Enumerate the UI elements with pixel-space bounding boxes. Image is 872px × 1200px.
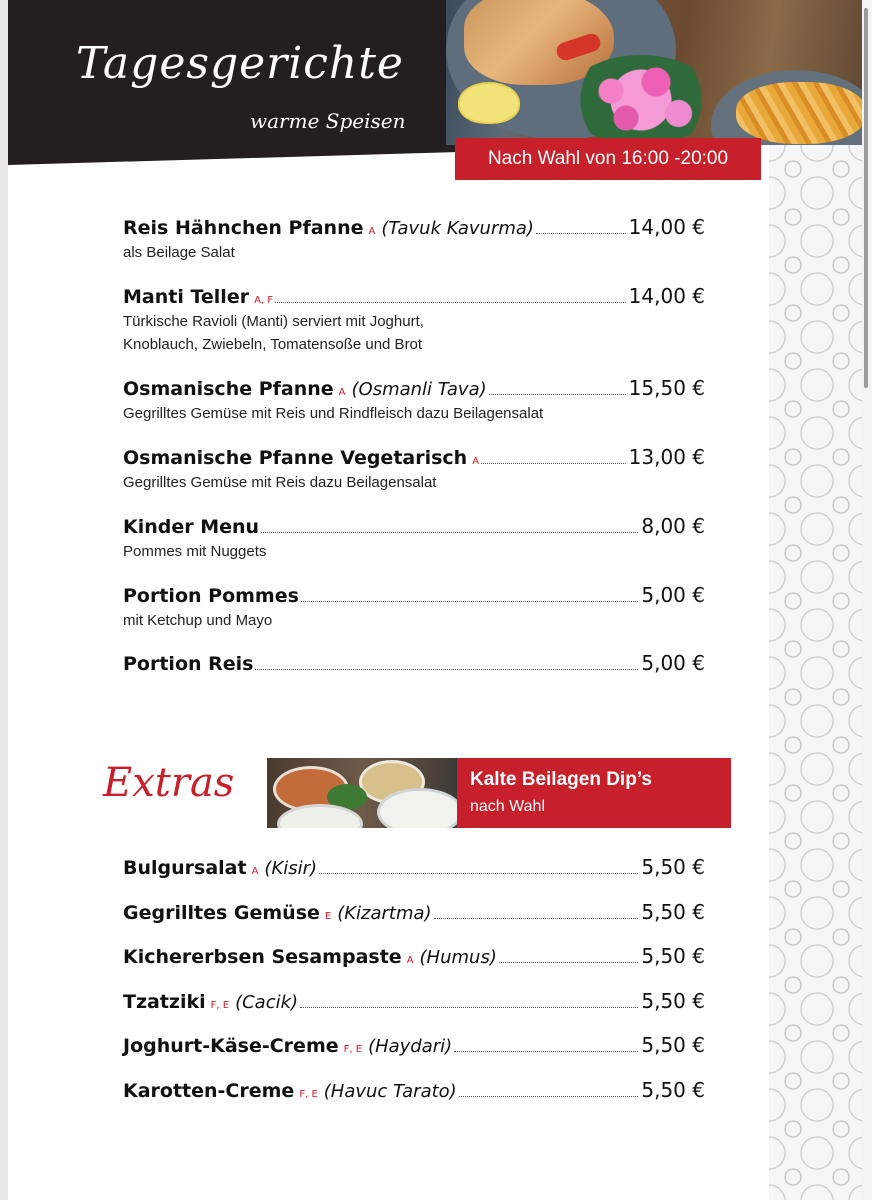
item-description: als Beilage Salat [123,244,235,261]
item-name: Kinder Menu [123,516,260,538]
item-price: 14,00 € [628,215,705,239]
item-price: 5,00 € [641,583,705,607]
item-description: Knoblauch, Zwiebeln, Tomatensoße und Brot [123,336,423,353]
item-price: 5,50 € [641,944,705,968]
item-price: 5,50 € [641,1033,705,1057]
item-alt-name: (Havuc Tarato) [323,1081,457,1102]
item-alt-name: (Humus) [419,947,497,968]
item-price: 5,50 € [641,900,705,924]
item-description: Gegrilltes Gemüse mit Reis und Rindfleisch dazu Beilagensalat [123,405,544,422]
item-name: Osmanische Pfanne [123,378,334,400]
decorative-pattern [769,145,865,1200]
item-description: Pommes mit Nuggets [123,543,267,560]
menu-item [123,445,705,494]
item-name: Osmanische Pfanne Vegetarisch [123,447,468,469]
item-alt-name: (Kizartma) [337,903,432,924]
extras-item [123,989,705,1015]
item-name: Portion Pommes [123,585,299,607]
item-alt-name: (Cacik) [235,992,299,1013]
menu-item [123,215,705,264]
extras-item [123,944,705,970]
item-price: 8,00 € [641,514,705,538]
item-name: Gegrilltes Gemüse [123,902,320,924]
dips-photo [267,758,457,828]
item-allergens: F, E [210,1000,230,1011]
menu-item [123,284,705,356]
item-description: mit Ketchup und Mayo [123,612,273,629]
menu-item [123,514,705,563]
item-name: Karotten-Creme [123,1080,295,1102]
item-allergens: A [338,387,346,398]
menu-item [123,651,705,677]
item-price: 13,00 € [628,445,705,469]
item-price: 5,50 € [641,855,705,879]
item-price: 5,50 € [641,1078,705,1102]
extras-banner-title: Kalte Beilagen Dip’s [470,769,652,790]
item-allergens: A [251,866,259,877]
item-alt-name: (Tavuk Kavurma) [381,218,534,239]
menu-page [8,0,865,1200]
menu-item [123,583,705,632]
item-price: 14,00 € [628,284,705,308]
item-price: 15,50 € [628,376,705,400]
item-alt-name: (Kisir) [264,858,318,879]
item-allergens: F, E [343,1044,363,1055]
extras-item [123,855,705,881]
item-name: Bulgursalat [123,857,247,879]
page-title: Tagesgerichte [76,38,404,89]
extras-item [123,900,705,926]
extras-banner [457,758,731,828]
food-photo [446,0,865,145]
item-allergens: A, F [254,295,274,306]
item-allergens: A [368,226,376,237]
extras-item [123,1033,705,1059]
item-description: Gegrilltes Gemüse mit Reis dazu Beilagensalat [123,474,437,491]
extras-title: Extras [103,760,235,806]
item-allergens: A [406,955,414,966]
item-name: Kichererbsen Sesampaste [123,946,402,968]
item-name: Reis Hähnchen Pfanne [123,217,364,239]
item-allergens: F, E [299,1089,318,1100]
item-name: Tzatziki [123,991,206,1013]
item-name: Manti Teller [123,286,250,308]
item-alt-name: (Haydari) [368,1036,453,1057]
item-price: 5,00 € [641,651,705,675]
item-name: Joghurt-Käse-Creme [123,1035,339,1057]
item-price: 5,50 € [641,989,705,1013]
menu-item [123,376,705,425]
item-name: Portion Reis [123,653,254,675]
item-allergens: E [324,911,332,922]
item-alt-name: (Osmanli Tava) [351,379,487,400]
extras-item [123,1078,705,1104]
item-allergens: A [472,456,480,467]
page-subtitle: warme Speisen [250,109,406,133]
extras-banner-subtitle: nach Wahl [470,798,545,815]
item-description: Türkische Ravioli (Manti) serviert mit Joghurt, [123,313,424,330]
scrollbar-thumb[interactable] [864,8,868,388]
time-banner: Nach Wahl von 16:00 -20:00 [455,138,761,180]
